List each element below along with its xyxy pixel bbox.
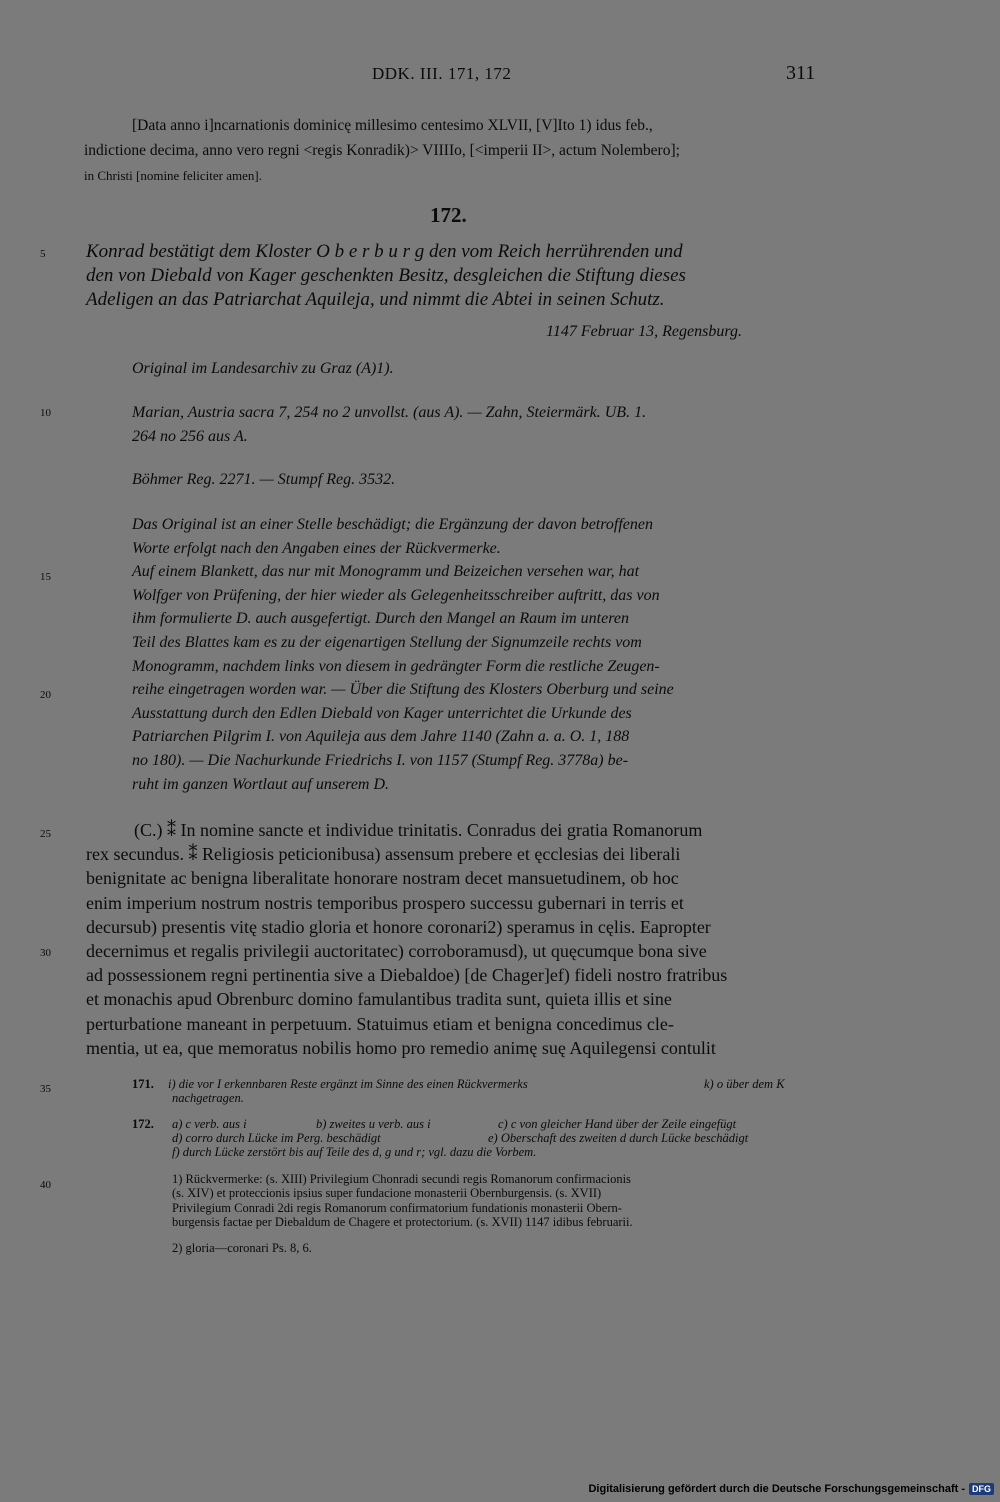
commentary-line: Ausstattung durch den Edlen Diebald von Kager unterrichtet die Urkunde des — [132, 704, 632, 722]
footnote-2: 2) gloria—coronari Ps. 8, 6. — [172, 1241, 312, 1255]
line-number: 10 — [40, 407, 51, 419]
commentary-line: no 180). — Die Nachurkunde Friedrichs I. von 1157 (Stumpf Reg. 3778a) be- — [132, 751, 629, 769]
summary-line: Adeligen an das Patriarchat Aquileja, und nimmt die Abtei in seinen Schutz. — [86, 289, 665, 310]
footnote-text: b) zweites u verb. aus i — [316, 1117, 431, 1131]
footnote-line: 1) Rückvermerke: (s. XIII) Privilegium Chonradi secundi regis Romanorum confirmacionis — [172, 1172, 631, 1186]
footnote-line: (s. XIV) et proteccionis ipsius super fundacione monasterii Obernburgensis. (s. XVII) — [172, 1186, 602, 1201]
commentary-line: Wolfger von Prüfening, der hier wieder als Gelegenheitsschreiber auftritt, das von — [132, 586, 660, 604]
funding-text: Digitalisierung gefördert durch die Deutsche Forschungsgemeinschaft - — [588, 1483, 965, 1495]
line-number: 20 — [40, 689, 51, 701]
footnote-text: a) c verb. aus i — [172, 1117, 247, 1131]
editions — [132, 401, 842, 449]
dfg-logo-icon: DFG — [969, 1483, 994, 1495]
text-line: enim imperium nostrum nostris temporibus prospero successu gubernari in terris et — [86, 892, 684, 913]
edition-line: Marian, Austria sacra 7, 254 no 2 unvollst. (aus A). — Zahn, Steiermärk. UB. 1. — [132, 404, 647, 421]
line-number: 15 — [40, 571, 51, 583]
line-number: 25 — [40, 828, 51, 840]
text-line: benignitate ac benigna liberalitate honorare nostram decet mansuetudinem, ob hoc — [86, 868, 679, 889]
text-line: mentia, ut ea, que memoratus nobilis homo pro remedio animę suę Aquilegensi contulit — [86, 1037, 716, 1058]
footnotes-172 — [132, 1117, 832, 1159]
date-place: 1147 Februar 13, Regensburg. — [546, 323, 742, 340]
page-number: 311 — [786, 62, 816, 84]
footnote-text: d) corro durch Lücke im Perg. beschädigt — [172, 1131, 381, 1145]
line-number: 40 — [40, 1179, 51, 1191]
prev-dating-line: [Data anno i]ncarnationis dominicę millesimo centesimo XLVII, [V]Ito 1) idus feb., — [132, 117, 653, 134]
line-number: 30 — [40, 947, 51, 959]
commentary-line: reihe eingetragen worden war. — Über die Stiftung des Klosters Oberburg und seine — [132, 681, 674, 699]
document-number: 172. — [430, 203, 467, 227]
footnote-line: burgensis factae per Diebaldum de Chagere et protectorium. (s. XVII) 1147 idibus februarii. — [172, 1214, 633, 1229]
footnote-label: 172. — [132, 1117, 154, 1131]
commentary-line: Patriarchen Pilgrim I. von Aquileja aus dem Jahre 1140 (Zahn a. a. O. 1, 188 — [132, 728, 630, 746]
text-line: rex secundus. ⁑ Religiosis peticionibusa) assensum prebere et ęcclesias dei liberali — [86, 844, 681, 865]
footnote-text: k) o über dem K — [704, 1077, 785, 1091]
regesta: Böhmer Reg. 2271. — Stumpf Reg. 3532. — [132, 471, 396, 488]
commentary-line: ihm formulierte D. auch ausgefertigt. Durch den Mangel an Raum im unteren — [132, 610, 629, 628]
line-number: 5 — [40, 248, 46, 260]
original-note: Original im Landesarchiv zu Graz (A)1). — [132, 360, 394, 377]
commentary-line: Worte erfolgt nach den Angaben eines der Rückvermerke. — [132, 539, 501, 557]
commentary-line: Das Original ist an einer Stelle beschädigt; die Ergänzung der davon betroffenen — [132, 516, 653, 533]
footnote-text: e) Oberschaft des zweiten d durch Lücke beschädigt — [488, 1131, 749, 1145]
footnote-text: c) c von gleicher Hand über der Zeile eingefügt — [498, 1117, 737, 1131]
edition-line: 264 no 256 aus A. — [132, 428, 248, 445]
footnotes-171 — [132, 1077, 832, 1106]
text-line: (C.) ⁑ In nomine sancte et individue trinitatis. Conradus dei gratia Romanorum — [134, 820, 703, 840]
text-line: et monachis apud Obrenburc domino famulantibus tradita sunt, quieta illis et sine — [86, 989, 672, 1010]
footnote-text: nachgetragen. — [172, 1091, 244, 1106]
commentary-line: Auf einem Blankett, das nur mit Monogramm und Beizeichen versehen war, hat — [132, 563, 640, 581]
footnote-label: 171. — [132, 1077, 154, 1091]
text-line: perturbatione maneant in perpetuum. Statuimus etiam et benigna concedimus cle- — [86, 1013, 674, 1034]
line-number: 35 — [40, 1083, 51, 1095]
document-text — [86, 818, 846, 1060]
summary-line: Konrad bestätigt dem Kloster O b e r b u r g den vom Reich herrührenden und — [86, 241, 683, 262]
commentary-line: ruht im ganzen Wortlaut auf unserem D. — [132, 775, 390, 793]
commentary — [132, 513, 842, 796]
running-header: DDK. III. 171, 172 — [372, 64, 512, 83]
prev-dating-line: indictione decima, anno vero regni <regis Konradik)> VIIIIo, [<imperii II>, actum Nolembero]; — [84, 142, 680, 159]
text-line: decursub) presentis vitę stadio gloria et honore coronari2) speramus in cęlis. Eapropter — [86, 916, 711, 937]
commentary-line: Teil des Blattes kam es zu der eigenartigen Stellung der Signumzeile rechts vom — [132, 633, 642, 651]
text-line: ad possessionem regni pertinentia sive a Diebaldoe) [de Chager]ef) fideli nostro fratribus — [86, 965, 728, 986]
regest-summary — [86, 240, 846, 312]
footnote-text: f) durch Lücke zerstört bis auf Teile des d, g und r; vgl. dazu die Vorbem. — [172, 1145, 537, 1159]
footnote-1 — [172, 1172, 832, 1229]
prev-dating-clause — [84, 113, 844, 188]
funding-footer — [588, 1483, 994, 1495]
summary-line: den von Diebald von Kager geschenkten Besitz, desgleichen die Stiftung dieses — [86, 265, 686, 286]
footnote-text: i) die vor I erkennbaren Reste ergänzt im Sinne des einen Rückvermerks — [168, 1077, 528, 1091]
footnote-line: Privilegium Conradi 2di regis Romanorum confirmatorium fundationis monasterii Obern- — [172, 1200, 622, 1215]
commentary-line: Monogramm, nachdem links von diesem in gedrängter Form die restliche Zeugen- — [132, 657, 660, 675]
prev-dating-line: in Christi [nomine feliciter amen]. — [84, 168, 262, 183]
text-line: decernimus et regalis privilegii auctoritatec) corroboramusd), ut quęcumque bona sive — [86, 941, 707, 962]
